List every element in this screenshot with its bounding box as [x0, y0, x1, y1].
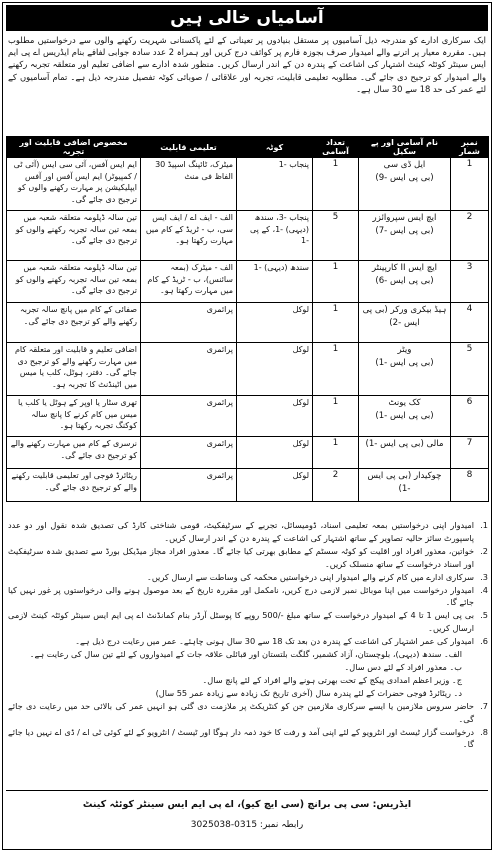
row-number: 1 — [466, 159, 473, 169]
note-item — [8, 726, 488, 752]
age-relaxation-item: د۔ ریٹائرڈ فوجی حضرات کے لئے پندرہ سال (آخری تاریخ تک زیادہ سے زیادہ عمر 55 سال) — [155, 687, 462, 698]
row-quota: لوکل — [292, 471, 309, 480]
row-quota: لوکل — [292, 305, 309, 314]
footer-address: ایڈریس: سی پی برانچ (سی ایچ کیو)، اے پی ایم ایس سینٹر کوئٹہ کینٹ — [82, 799, 412, 810]
header-count: تعداد آسامی — [313, 137, 359, 158]
header-quota: کوٹہ — [237, 137, 313, 158]
row-qualification: پرائمری — [206, 471, 233, 480]
row-count: 1 — [332, 304, 339, 314]
note-number: 3. — [480, 571, 488, 582]
table-row — [7, 303, 489, 343]
row-post-name: ایچ ایس سپروائزر — [372, 213, 437, 223]
row-qualification: پرائمری — [206, 439, 233, 448]
note-item — [8, 635, 488, 648]
note-item — [8, 700, 488, 726]
note-text: امیدوار اپنی درخواستیں بمعہ تعلیمی اسناد، ڈومیسائل، تجربے کے سرٹیفکیٹ، قومی شناختی کارڈ کی تصدیق شدہ نقول اور دو عدد پاسپورٹ سائز حالیہ تصاویر کے ساتھ اشتہار کی اشاعت کے پندرہ دن کے اندر ارسال کریں۔ — [8, 520, 474, 543]
row-number: 6 — [466, 397, 473, 407]
row-quota: لوکل — [292, 398, 309, 407]
row-count: 1 — [332, 262, 339, 272]
table-row — [7, 343, 489, 396]
note-text: سرکاری ادارے میں کام کرنے والے امیدوار اپنی درخواستیں محکمہ کی وساطت سے ارسال کریں۔ — [147, 571, 474, 582]
note-item — [8, 609, 488, 635]
row-experience: تین سالہ ڈپلومہ متعلقہ شعبہ میں بمعہ تین سالہ تجربہ رکھنے والوں کو ترجیح دی جائے گی۔ — [15, 213, 137, 245]
row-experience: صفائی کے کام میں پانچ سالہ تجربہ رکھنے والے کو ترجیح دی جائے گی۔ — [20, 305, 137, 326]
row-number: 8 — [466, 470, 473, 480]
row-post-name: ہیڈ بیکری ورکر (بی پی ایس -2) — [362, 305, 447, 328]
note-item — [8, 545, 488, 571]
note-text: خواتین، معذور افراد اور اقلیت کو کوٹہ سسٹم کے مطابق بھرتی کیا جائے گا۔ معذور افراد مجاز میڈیکل بورڈ سے تصدیق شدہ سرٹیفکیٹ اور اسناد درخواست کے ساتھ منسلک کریں۔ — [8, 545, 474, 569]
row-count: 5 — [332, 212, 339, 222]
table-row — [7, 396, 489, 437]
row-quota: پنجاب -3، سندھ (دیہی) -1، کے پی -1 — [250, 213, 309, 245]
row-qualification: الف - ایف اے / ایف ایس سی، ب - ٹریڈ کے کام میں مہارت رکھتا ہو۔ — [145, 213, 233, 245]
notes-section — [8, 519, 488, 782]
row-quota: سندھ (دیہی) -1 — [253, 263, 309, 272]
header-name: نام آسامی اور پے سکیل — [359, 137, 451, 158]
row-count: 1 — [332, 159, 339, 169]
table-row — [7, 437, 489, 469]
age-relaxation-item: ج۔ وزیر اعظم امدادی پیکج کے تحت بھرتی ہونے والے افراد کے لئے پانچ سال۔ — [202, 674, 462, 685]
note-text: درخواست گزار ٹیسٹ اور انٹرویو کے لئے اپنی آمد و رفت کا خود ذمہ دار ہوگا اور ٹیسٹ / انٹرویو کے لئے کوئی ٹی اے / ڈی اے نہیں دیا جائے گا۔ — [8, 726, 474, 750]
table-header-row — [7, 137, 489, 158]
footer-phone: رابطہ نمبر: 0315-3025038 — [190, 820, 304, 830]
row-post-name: مالی (بی پی ایس -1) — [365, 439, 444, 449]
table-row — [7, 158, 489, 211]
row-experience: تھری سٹار یا اوپر کے ہوٹل یا کلب یا میس میں کام کرنے کا پانچ سالہ کوکنگ تجربہ رکھتا ہو۔ — [18, 398, 137, 430]
row-count: 2 — [332, 470, 339, 480]
table-row — [7, 261, 489, 303]
note-number: 5. — [480, 610, 488, 621]
page-title: آسامیاں خالی ہیں — [6, 5, 488, 31]
row-post-name: ایل ڈی سی — [383, 160, 426, 170]
note-number: 1. — [480, 520, 488, 530]
note-item — [8, 519, 488, 545]
note-text: امیدوار کی عمر اشتہار کی اشاعت کے پندرہ دن بعد تک 18 سے 30 سال ہونی چاہئے۔ عمر میں رعایت درج ذیل ہے۔ — [75, 636, 474, 647]
row-post-name: ایچ ایس II کارپینٹر — [371, 263, 438, 273]
row-number: 2 — [466, 212, 473, 222]
note-number: 8. — [480, 726, 488, 737]
row-qualification: پرائمری — [206, 345, 233, 354]
row-number: 7 — [466, 438, 473, 448]
row-post-name: کک یونٹ — [388, 398, 421, 408]
row-qualification: الف - میٹرک (بمعہ سائنس)، ب - ٹریڈ کے کام میں مہارت رکھتا ہو۔ — [147, 263, 233, 295]
row-pay-scale: (بی پی ایس -7) — [375, 226, 434, 236]
note-text: بی پی ایس 1 تا 4 کے امیدوار درخواست کے ساتھ مبلغ -/500 روپے کا پوسٹل آرڈر بنام کمانڈنٹ اے پی ایم ایس سینٹر کوئٹہ کینٹ لازمی ارسال کریں۔ — [8, 610, 474, 634]
note-number: 4. — [480, 584, 488, 595]
table-row — [7, 469, 489, 502]
intro-paragraph: ایک سرکاری ادارے کو مندرجہ ذیل آسامیوں پر مستقل بنیادوں پر تعیناتی کے لئے پاکستانی شہریت رکھنے والوں سے درخواستیں مطلوب ہیں۔ مقررہ معیار پر اترنے والے امیدوار صرف بجوزہ فارم پر کوائف درج کریں اور ہمراہ 2 عدد سادہ جوابی لفافے بنام ایڈریس اے پی ایم ایس سینٹر کوئٹہ کینٹ اشتہار کی اشاعت کے پندرہ دن کے اندر ارسال کریں۔ منظور شدہ ادارے سے اضافی تعلیم اور متعلقہ تجربہ رکھنے والے امیدوار کو ترجیح دی جائے گی۔ مطلوبہ تعلیمی قابلیت، تجربہ اور علاقائی / صوبائی کوٹہ تفصیل مندرجہ ذیل ہے۔ تمام آسامیوں کے لئے عمر کی حد 18 سے 30 سال ہے۔ — [8, 35, 486, 94]
vacancy-table — [6, 136, 489, 502]
note-number: 7. — [480, 700, 488, 711]
footer — [6, 790, 488, 845]
row-pay-scale: (بی پی ایس -1) — [375, 411, 434, 421]
age-relaxation-item: الف۔ سندھ (دیہی)، بلوچستان، آزاد کشمیر، گلگت بلتستان اور قبائلی علاقہ جات کے امیدواروں کے لئے تین سال کی رعایت ہے۔ — [29, 649, 462, 660]
row-qualification: میٹرک، ٹائپنگ اسپیڈ 30 الفاظ فی منٹ — [155, 160, 233, 181]
note-item — [8, 571, 488, 584]
row-number: 4 — [466, 304, 473, 314]
row-count: 1 — [332, 397, 339, 407]
header-no: نمبر شمار — [451, 137, 489, 158]
note-number: 6. — [480, 636, 488, 647]
row-quota: پنجاب -1 — [278, 160, 309, 169]
note-item — [8, 584, 488, 610]
row-quota: لوکل — [292, 439, 309, 448]
row-post-name: ویٹر — [397, 345, 412, 355]
row-pay-scale: (بی پی ایس -9) — [375, 173, 434, 183]
header-qual: تعلیمی قابلیت — [141, 137, 237, 158]
table-row — [7, 211, 489, 261]
row-experience: اضافی تعلیم و قابلیت اور متعلقہ کام میں مہارت رکھنے والے کو ترجیح دی جائے گی۔ دفتر، ہوٹل، کلب یا میس میں اٹینڈنٹ کا تجربہ ہو۔ — [14, 345, 137, 389]
row-pay-scale: (بی پی ایس -6) — [375, 276, 434, 286]
row-number: 5 — [466, 344, 473, 354]
row-experience: ایم ایس آفس، آئی سی ایس (آئی ٹی / کمپیوٹر) ایم ایس آفس اور آفس ایپلیکیشن پر مہارت رکھنے والوں کو ترجیح دی جائے گی۔ — [13, 160, 137, 204]
age-relaxation-item: ب۔ معذور افراد کے لئے دس سال۔ — [344, 661, 462, 672]
row-pay-scale: (بی پی ایس -1) — [375, 358, 434, 368]
header-exp: مخصوص اضافی قابلیت اور تجربہ — [7, 137, 141, 158]
row-experience: ریٹائرڈ فوجی اور تعلیمی قابلیت رکھنے والے کو ترجیح دی جائے گی۔ — [11, 471, 137, 492]
row-count: 1 — [332, 344, 339, 354]
note-number: 2. — [480, 545, 488, 556]
row-experience: نرسری کے کام میں مہارت رکھنے والے کو ترجیح دی جائے گی۔ — [10, 439, 137, 460]
row-experience: تین سالہ ڈپلومہ متعلقہ شعبہ میں بمعہ تین سالہ تجربہ رکھنے والوں کو ترجیح دی جائے گی۔ — [15, 263, 137, 295]
row-qualification: پرائمری — [206, 305, 233, 314]
row-quota: لوکل — [292, 345, 309, 354]
row-post-name: چوکیدار (بی پی ایس -1) — [367, 471, 442, 494]
note-text: امیدوار درخواست میں اپنا موبائل نمبر لازمی درج کریں، نامکمل اور مقررہ تاریخ کے بعد موصول ہونے والی درخواستوں پر غور نہیں کیا جائے گا۔ — [8, 584, 474, 608]
row-count: 1 — [332, 438, 339, 448]
note-text: حاضر سروس ملازمین یا ایسے سرکاری ملازمین جن کو کنٹریکٹ پر ملازمت دی گئی ہو انہیں عمر کی بالائی حد میں رعایت دی جائے گی۔ — [8, 700, 474, 724]
row-number: 3 — [466, 262, 473, 272]
row-qualification: پرائمری — [206, 398, 233, 407]
